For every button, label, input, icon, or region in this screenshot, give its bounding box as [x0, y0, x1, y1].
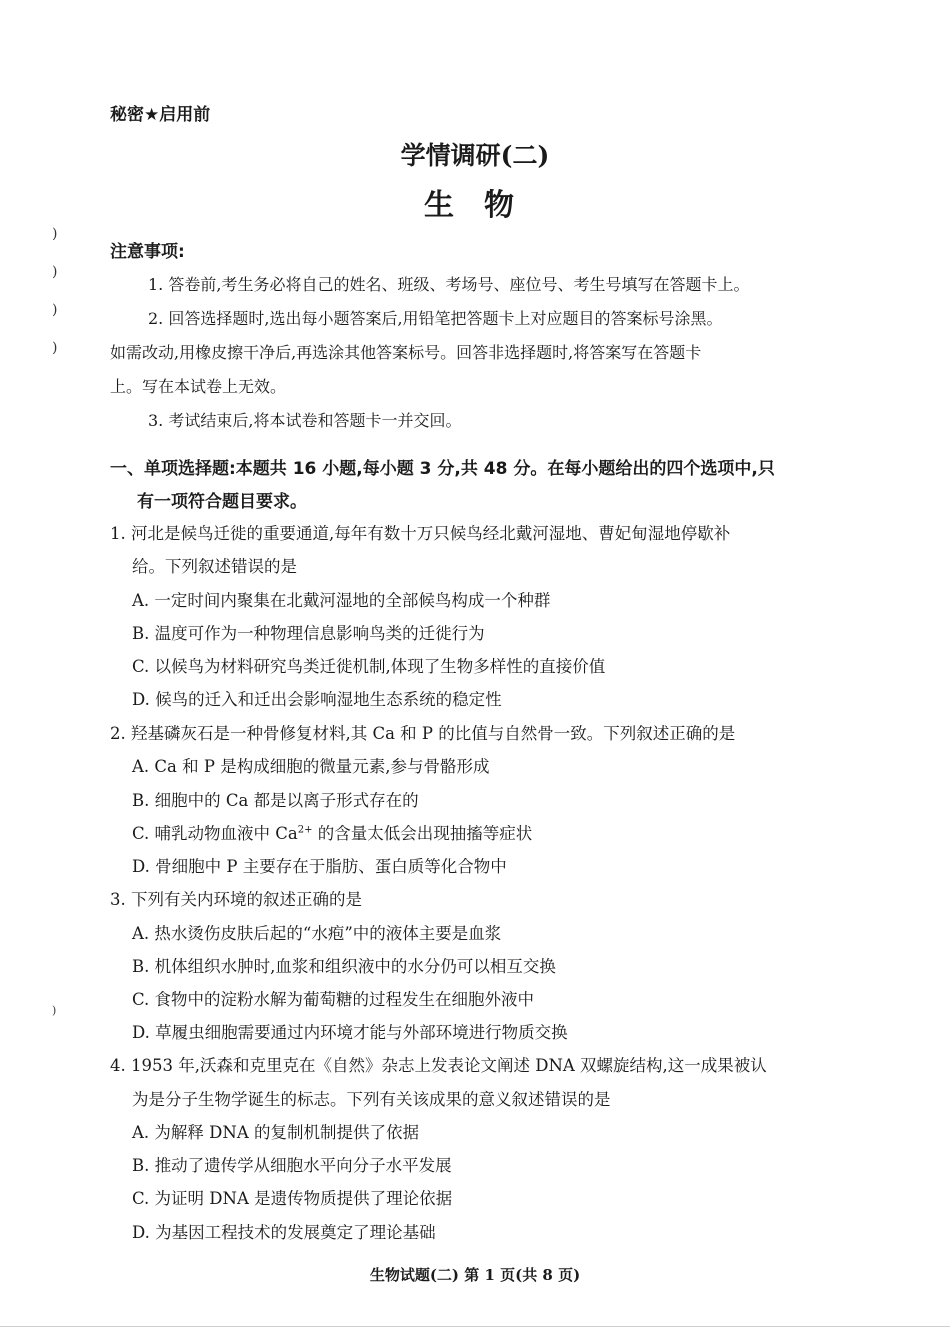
- question-1-stem: 1. 河北是候鸟迁徙的重要通道,每年有数十万只候鸟经北戴河湿地、曹妃甸湿地停歇补: [110, 524, 731, 543]
- section-heading: 一、单项选择题:本题共 16 小题,每小题 3 分,共 48 分。在每小题给出的四个选项中,只: [110, 459, 775, 479]
- page-footer: 生物试题(二) 第 1 页(共 8 页): [369, 1266, 581, 1284]
- question-1-stem-cont: 给。下列叙述错误的是: [132, 557, 297, 576]
- question-3-option-a: A. 热水烫伤皮肤后起的“水疱”中的液体主要是血浆: [132, 924, 502, 943]
- binding-mark: ): [52, 340, 58, 356]
- question-4-option-b: B. 推动了遗传学从细胞水平向分子水平发展: [132, 1156, 452, 1175]
- note-item-1: 1. 答卷前,考生务必将自己的姓名、班级、考场号、座位号、考生号填写在答题卡上。: [148, 275, 750, 294]
- section-heading-cont: 有一项符合题目要求。: [137, 492, 307, 512]
- question-1-option-d: D. 候鸟的迁入和迁出会影响湿地生态系统的稳定性: [132, 690, 502, 709]
- note-item-3: 3. 考试结束后,将本试卷和答题卡一并交回。: [148, 411, 462, 430]
- question-4-option-a: A. 为解释 DNA 的复制机制提供了依据: [132, 1123, 419, 1142]
- question-2-option-d: D. 骨细胞中 P 主要存在于脂肪、蛋白质等化合物中: [132, 857, 507, 876]
- note-item-2: 2. 回答选择题时,选出每小题答案后,用铅笔把答题卡上对应题目的答案标号涂黑。: [148, 309, 723, 328]
- note-item-2-cont: 上。写在本试卷上无效。: [110, 377, 287, 396]
- question-3-option-b: B. 机体组织水肿时,血浆和组织液中的水分仍可以相互交换: [132, 957, 556, 976]
- question-4-option-c: C. 为证明 DNA 是遗传物质提供了理论依据: [132, 1189, 453, 1208]
- question-3-option-d: D. 草履虫细胞需要通过内环境才能与外部环境进行物质交换: [132, 1023, 568, 1042]
- binding-mark: ): [52, 1004, 57, 1017]
- question-4-stem: 4. 1953 年,沃森和克里克在《自然》杂志上发表论文阐述 DNA 双螺旋结构,这一成果被认: [110, 1056, 767, 1075]
- question-4-option-d: D. 为基因工程技术的发展奠定了理论基础: [132, 1223, 436, 1242]
- question-2-option-a: A. Ca 和 P 是构成细胞的微量元素,参与骨骼形成: [132, 757, 490, 776]
- page-edge-divider: [0, 1326, 950, 1327]
- question-3-stem: 3. 下列有关内环境的叙述正确的是: [110, 890, 362, 909]
- ion-charge: 2+: [297, 824, 313, 836]
- binding-mark: ): [52, 264, 58, 280]
- question-1-option-b: B. 温度可作为一种物理信息影响鸟类的迁徙行为: [132, 624, 485, 643]
- question-2-option-b: B. 细胞中的 Ca 都是以离子形式存在的: [132, 791, 419, 810]
- question-2-stem: 2. 羟基磷灰石是一种骨修复材料,其 Ca 和 P 的比值与自然骨一致。下列叙述正确的是: [110, 724, 736, 743]
- exam-title: 学情调研(二): [400, 141, 550, 170]
- question-2-option-c: [132, 820, 532, 844]
- binding-mark: ): [52, 302, 58, 318]
- question-1-option-c: C. 以候鸟为材料研究鸟类迁徙机制,体现了生物多样性的直接价值: [132, 657, 606, 676]
- binding-mark: ): [52, 226, 58, 242]
- notes-heading: 注意事项:: [110, 242, 185, 262]
- question-1-option-a: A. 一定时间内聚集在北戴河湿地的全部候鸟构成一个种群: [132, 591, 551, 610]
- subject-title: 生物: [424, 188, 544, 223]
- question-2-option-c-text: C. 哺乳动物血液中 Ca: [132, 824, 298, 843]
- confidential-label: 秘密★启用前: [110, 105, 211, 125]
- question-3-option-c: C. 食物中的淀粉水解为葡萄糖的过程发生在细胞外液中: [132, 990, 535, 1009]
- question-2-option-c-tail: 的含量太低会出现抽搐等症状: [312, 824, 533, 843]
- note-item-2-cont: 如需改动,用橡皮擦干净后,再选涂其他答案标号。回答非选择题时,将答案写在答题卡: [110, 343, 702, 362]
- question-4-stem-cont: 为是分子生物学诞生的标志。下列有关该成果的意义叙述错误的是: [132, 1090, 611, 1109]
